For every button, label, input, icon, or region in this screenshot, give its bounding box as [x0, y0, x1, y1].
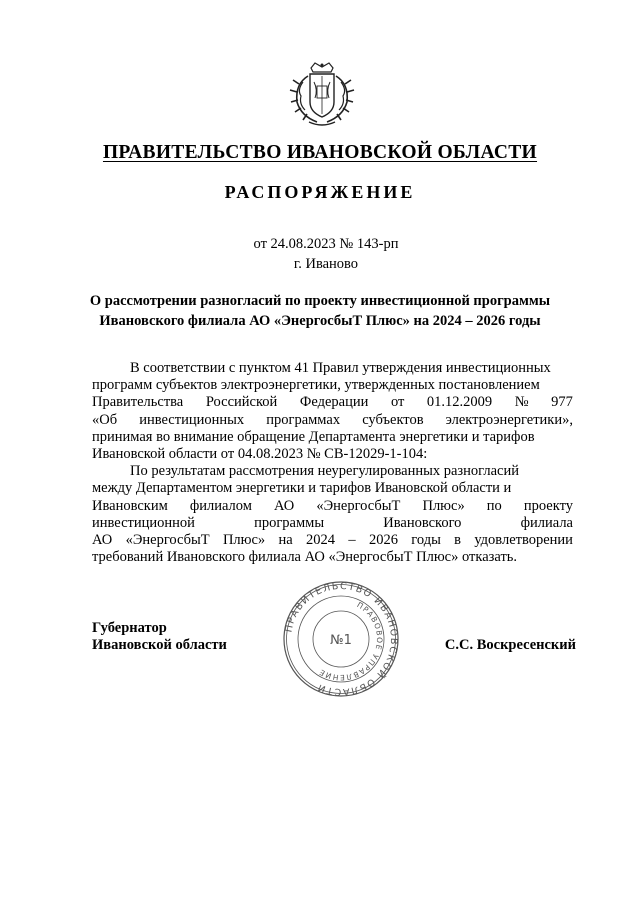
word: инвестиционной	[92, 514, 195, 531]
word: «ЭнергосбыТ	[125, 532, 210, 549]
word: 977	[551, 394, 573, 411]
word: субъектов	[362, 411, 424, 428]
stamp-outer-text: ПРАВИТЕЛЬСТВО ИВАНОВСКОЙ ОБЛАСТИ	[283, 580, 400, 698]
signatory-role-line: Губернатор	[92, 620, 167, 636]
signatory-role	[92, 620, 227, 654]
word: «ЭнергосбыТ	[316, 497, 401, 514]
body-line	[92, 498, 573, 515]
document-date-number: от 24.08.2023 № 143-рп	[253, 236, 399, 252]
word: проекту	[523, 497, 573, 514]
word: АО	[274, 497, 295, 514]
word: филиалом	[189, 497, 252, 514]
stamp-inner-text: ПРАВОВОЕ УПРАВЛЕНИЕ	[316, 600, 385, 683]
word: Плюс»	[222, 532, 266, 549]
word: программах	[266, 411, 341, 428]
coat-of-arms-icon	[287, 62, 357, 128]
word: по	[486, 497, 502, 514]
word: Ивановского	[383, 514, 462, 531]
document-type: РАСПОРЯЖЕНИЕ	[224, 182, 416, 202]
body-line: Ивановской области от 04.08.2023 № СВ-12029-1-104:	[92, 446, 428, 463]
subject-line: О рассмотрении разногласий по проекту инвестиционной программы	[89, 293, 551, 309]
word: Плюс»	[422, 497, 465, 514]
word: 2026	[368, 532, 398, 549]
word: в	[454, 532, 462, 549]
signatory-role-line: Ивановской области	[92, 637, 227, 653]
body-line: требований Ивановского филиала АО «ЭнергосбыТ Плюс» отказать.	[92, 549, 518, 566]
body-line: По результатам рассмотрения неурегулированных разногласий	[130, 463, 519, 480]
body-line: программ субъектов электроэнергетики, утвержденных постановлением	[92, 377, 540, 394]
word: программы	[254, 514, 325, 531]
word: –	[348, 532, 356, 549]
word: годы	[411, 532, 441, 549]
document-subject	[60, 291, 580, 331]
word: Ивановским	[92, 497, 168, 514]
body-line	[92, 412, 573, 429]
word: электроэнергетики»,	[445, 411, 573, 428]
word: инвестиционных	[139, 411, 245, 428]
stamp-number: №1	[330, 633, 352, 648]
body-line: В соответствии с пунктом 41 Правил утверждения инвестиционных	[130, 360, 551, 376]
government-title: ПРАВИТЕЛЬСТВО ИВАНОВСКОЙ ОБЛАСТИ	[102, 142, 538, 163]
word: «Об	[92, 411, 118, 428]
body-line: принимая во внимание обращение Департамента энергетики и тарифов	[92, 428, 535, 445]
document-city: г. Иваново	[293, 256, 359, 272]
word: АО	[92, 532, 113, 549]
word: филиала	[520, 514, 573, 531]
word: от	[390, 394, 405, 411]
word: Правительства	[92, 394, 184, 411]
document-body	[92, 360, 573, 566]
signatory-name: С.С. Воскресенский	[444, 637, 576, 653]
subject-line: Ивановского филиала АО «ЭнергосбыТ Плюс» на 2024 – 2026 годы	[99, 313, 541, 329]
body-line	[92, 394, 573, 411]
word: 2024	[306, 532, 336, 549]
body-line	[92, 532, 573, 549]
word: Федерации	[299, 394, 369, 411]
word: удовлетворении	[474, 532, 573, 549]
body-line: между Департаментом энергетики и тарифов Ивановской области и	[92, 480, 512, 497]
official-stamp-icon	[282, 580, 400, 698]
word: 01.12.2009	[426, 394, 493, 411]
word: на	[278, 532, 293, 549]
word: Российской	[205, 394, 278, 411]
word: №	[514, 394, 529, 411]
body-line	[92, 515, 573, 532]
